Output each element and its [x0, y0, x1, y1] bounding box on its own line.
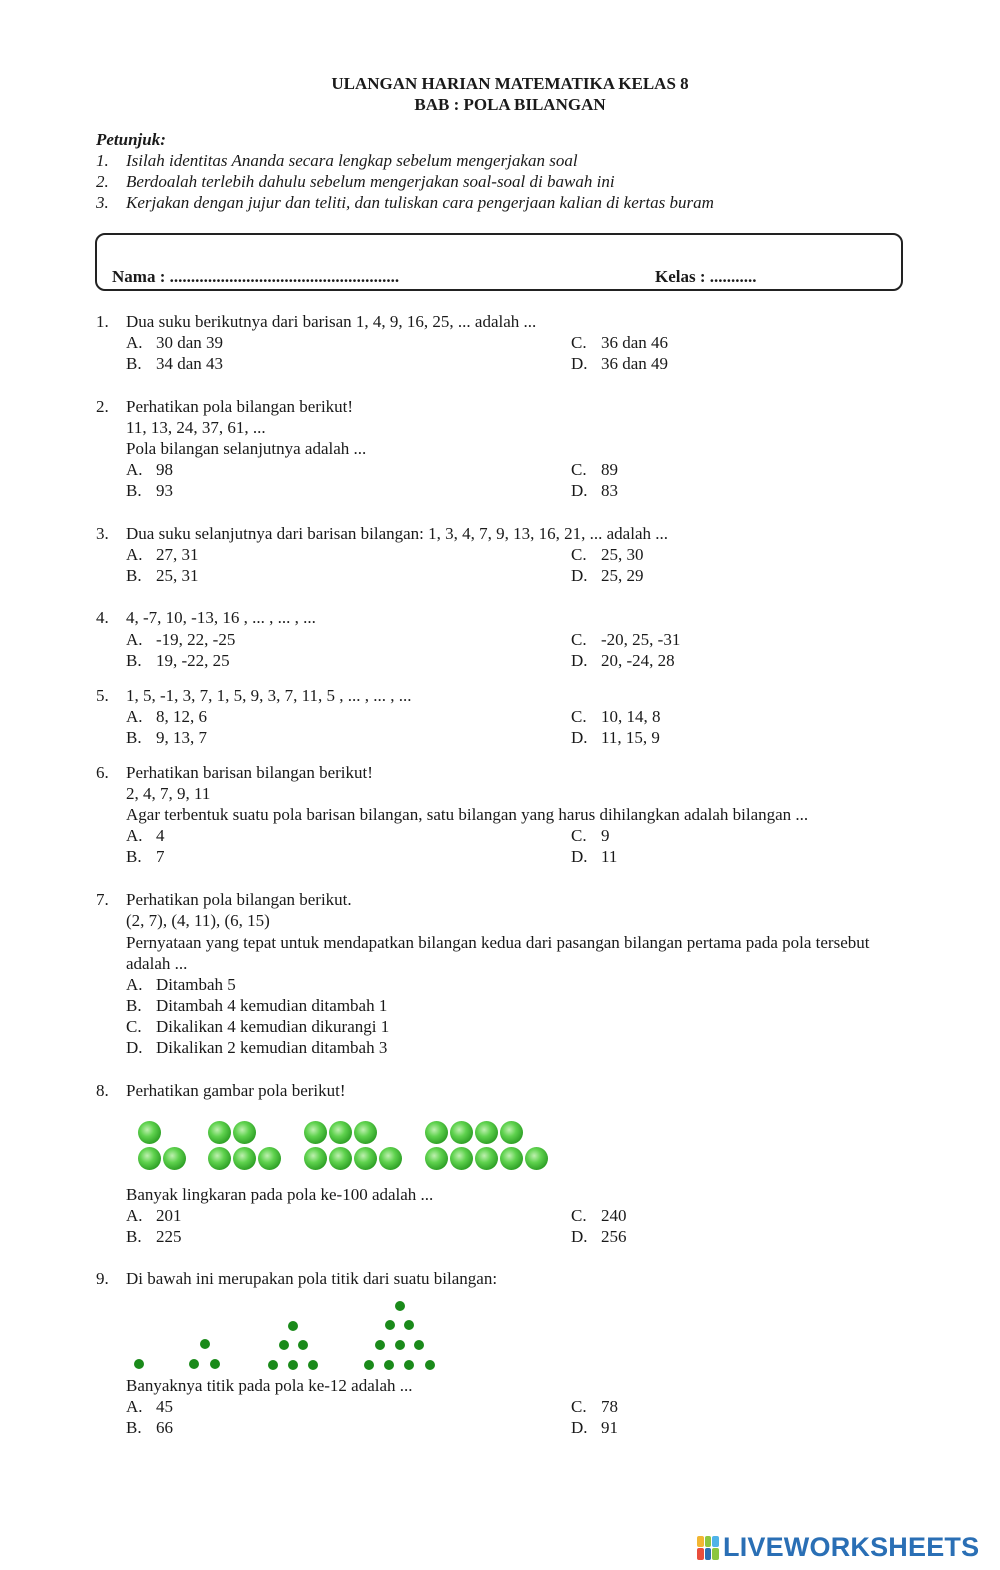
- pattern-dot: [288, 1321, 298, 1331]
- option-c[interactable]: C. 89: [571, 460, 618, 479]
- option-d[interactable]: D. 83: [571, 481, 618, 500]
- option-b[interactable]: B. 19, -22, 25: [126, 651, 230, 670]
- option-b[interactable]: B. 25, 31: [126, 566, 199, 585]
- liveworksheets-logo-icon: [697, 1536, 719, 1560]
- pattern-circle: [475, 1147, 498, 1170]
- worksheet-title: ULANGAN HARIAN MATEMATIKA KELAS 8: [331, 74, 689, 93]
- pattern-circle: [450, 1121, 473, 1144]
- pattern-dot: [298, 1340, 308, 1350]
- instruction-item: 1. Isilah identitas Ananda secara lengkap sebelum mengerjakan soal: [96, 151, 578, 170]
- pattern-dot: [279, 1340, 289, 1350]
- pattern-circle: [304, 1121, 327, 1144]
- pattern-circle: [163, 1147, 186, 1170]
- pattern-circle: [475, 1121, 498, 1144]
- option-c[interactable]: C. 25, 30: [571, 545, 644, 564]
- pattern-circle: [500, 1147, 523, 1170]
- option-d[interactable]: D. Dikalikan 2 kemudian ditambah 3: [126, 1038, 388, 1057]
- pattern-circle: [138, 1121, 161, 1144]
- option-a[interactable]: A. 98: [126, 460, 173, 479]
- pattern-circle: [354, 1121, 377, 1144]
- option-a[interactable]: A. 201: [126, 1206, 182, 1225]
- question-text: Banyak lingkaran pada pola ke-100 adalah ...: [126, 1185, 434, 1204]
- question-text: 11, 13, 24, 37, 61, ...: [126, 418, 266, 437]
- pattern-dot: [268, 1360, 278, 1370]
- instruction-item: 2. Berdoalah terlebih dahulu sebelum mengerjakan soal-soal di bawah ini: [96, 172, 615, 191]
- question-1: 1. Dua suku berikutnya dari barisan 1, 4, 9, 16, 25, ... adalah ...: [96, 312, 537, 331]
- pattern-circle: [425, 1147, 448, 1170]
- pattern-circle: [425, 1121, 448, 1144]
- pattern-dot: [134, 1359, 144, 1369]
- pattern-dot: [425, 1360, 435, 1370]
- option-c[interactable]: C. 240: [571, 1206, 627, 1225]
- option-c[interactable]: C. Dikalikan 4 kemudian dikurangi 1: [126, 1017, 390, 1036]
- pattern-dot: [288, 1360, 298, 1370]
- pattern-circle: [208, 1121, 231, 1144]
- pattern-circle: [379, 1147, 402, 1170]
- option-c[interactable]: C. 10, 14, 8: [571, 707, 661, 726]
- instruction-item: 3. Kerjakan dengan jujur dan teliti, dan tuliskan cara pengerjaan kalian di kertas buram: [96, 193, 714, 212]
- question-3: 3. Dua suku selanjutnya dari barisan bilangan: 1, 3, 4, 7, 9, 13, 16, 21, ... adalah ...: [96, 524, 668, 543]
- question-7: 7. Perhatikan pola bilangan berikut.: [96, 890, 352, 909]
- class-field[interactable]: Kelas : ...........: [655, 267, 757, 286]
- option-d[interactable]: D. 11, 15, 9: [571, 728, 660, 747]
- pattern-circle: [233, 1147, 256, 1170]
- option-d[interactable]: D. 11: [571, 847, 618, 866]
- question-9: 9. Di bawah ini merupakan pola titik dari suatu bilangan:: [96, 1269, 498, 1288]
- pattern-dot: [364, 1360, 374, 1370]
- option-d[interactable]: D. 25, 29: [571, 566, 644, 585]
- pattern-dot: [375, 1340, 385, 1350]
- pattern-dot: [385, 1320, 395, 1330]
- option-a[interactable]: A. Ditambah 5: [126, 975, 236, 994]
- pattern-dot: [210, 1359, 220, 1369]
- option-d[interactable]: D. 256: [571, 1227, 627, 1246]
- question-5: 5. 1, 5, -1, 3, 7, 1, 5, 9, 3, 7, 11, 5 , ... , ... , ...: [96, 686, 412, 705]
- option-a[interactable]: A. 30 dan 39: [126, 333, 224, 352]
- option-b[interactable]: B. 225: [126, 1227, 182, 1246]
- option-d[interactable]: D. 36 dan 49: [571, 354, 669, 373]
- name-field[interactable]: Nama : ......................................................: [112, 267, 400, 286]
- option-d[interactable]: D. 91: [571, 1418, 618, 1437]
- pattern-circle: [329, 1121, 352, 1144]
- question-text: Agar terbentuk suatu pola barisan bilangan, satu bilangan yang harus dihilangkan adalah bilangan ...: [126, 805, 809, 824]
- option-b[interactable]: B. 9, 13, 7: [126, 728, 207, 747]
- pattern-circle: [233, 1121, 256, 1144]
- option-c[interactable]: C. 36 dan 46: [571, 333, 669, 352]
- pattern-circle: [329, 1147, 352, 1170]
- pattern-dot: [404, 1360, 414, 1370]
- pattern-circle: [258, 1147, 281, 1170]
- pattern-circle: [450, 1147, 473, 1170]
- option-a[interactable]: A. 27, 31: [126, 545, 199, 564]
- question-6: 6. Perhatikan barisan bilangan berikut!: [96, 763, 373, 782]
- option-c[interactable]: C. 78: [571, 1397, 618, 1416]
- option-c[interactable]: C. 9: [571, 826, 610, 845]
- question-8: 8. Perhatikan gambar pola berikut!: [96, 1081, 346, 1100]
- option-a[interactable]: A. -19, 22, -25: [126, 630, 236, 649]
- pattern-dot: [308, 1360, 318, 1370]
- pattern-dot: [395, 1301, 405, 1311]
- question-text: Pola bilangan selanjutnya adalah ...: [126, 439, 367, 458]
- pattern-circle: [354, 1147, 377, 1170]
- liveworksheets-logo-text: LIVEWORKSHEETS: [723, 1532, 980, 1562]
- option-b[interactable]: B. 34 dan 43: [126, 354, 224, 373]
- worksheet-subtitle: BAB : POLA BILANGAN: [414, 95, 606, 114]
- question-2: 2. Perhatikan pola bilangan berikut!: [96, 397, 354, 416]
- pattern-circle: [500, 1121, 523, 1144]
- option-a[interactable]: A. 45: [126, 1397, 173, 1416]
- pattern-dot: [200, 1339, 210, 1349]
- pattern-circle: [208, 1147, 231, 1170]
- question-text: (2, 7), (4, 11), (6, 15): [126, 911, 270, 930]
- pattern-dot: [395, 1340, 405, 1350]
- question-text: 2, 4, 7, 9, 11: [126, 784, 211, 803]
- pattern-dot: [414, 1340, 424, 1350]
- option-b[interactable]: B. 7: [126, 847, 165, 866]
- option-b[interactable]: B. 66: [126, 1418, 173, 1437]
- instructions-heading: Petunjuk:: [96, 130, 166, 149]
- question-text: Banyaknya titik pada pola ke-12 adalah ...: [126, 1376, 413, 1395]
- question-text: Pernyataan yang tepat untuk mendapatkan bilangan kedua dari pasangan bilangan pertama pada pola tersebut: [126, 933, 870, 952]
- pattern-dot: [189, 1359, 199, 1369]
- pattern-circle: [138, 1147, 161, 1170]
- pattern-dot: [404, 1320, 414, 1330]
- option-a[interactable]: A. 8, 12, 6: [126, 707, 207, 726]
- pattern-dot: [384, 1360, 394, 1370]
- option-a[interactable]: A. 4: [126, 826, 165, 845]
- pattern-circle: [525, 1147, 548, 1170]
- question-text: adalah ...: [126, 954, 188, 973]
- option-d[interactable]: D. 20, -24, 28: [571, 651, 675, 670]
- option-b[interactable]: B. 93: [126, 481, 173, 500]
- option-b[interactable]: B. Ditambah 4 kemudian ditambah 1: [126, 996, 388, 1015]
- liveworksheets-logo[interactable]: [697, 1532, 979, 1563]
- question-4: 4. 4, -7, 10, -13, 16 , ... , ... , ...: [96, 608, 316, 627]
- pattern-circle: [304, 1147, 327, 1170]
- option-c[interactable]: C. -20, 25, -31: [571, 630, 681, 649]
